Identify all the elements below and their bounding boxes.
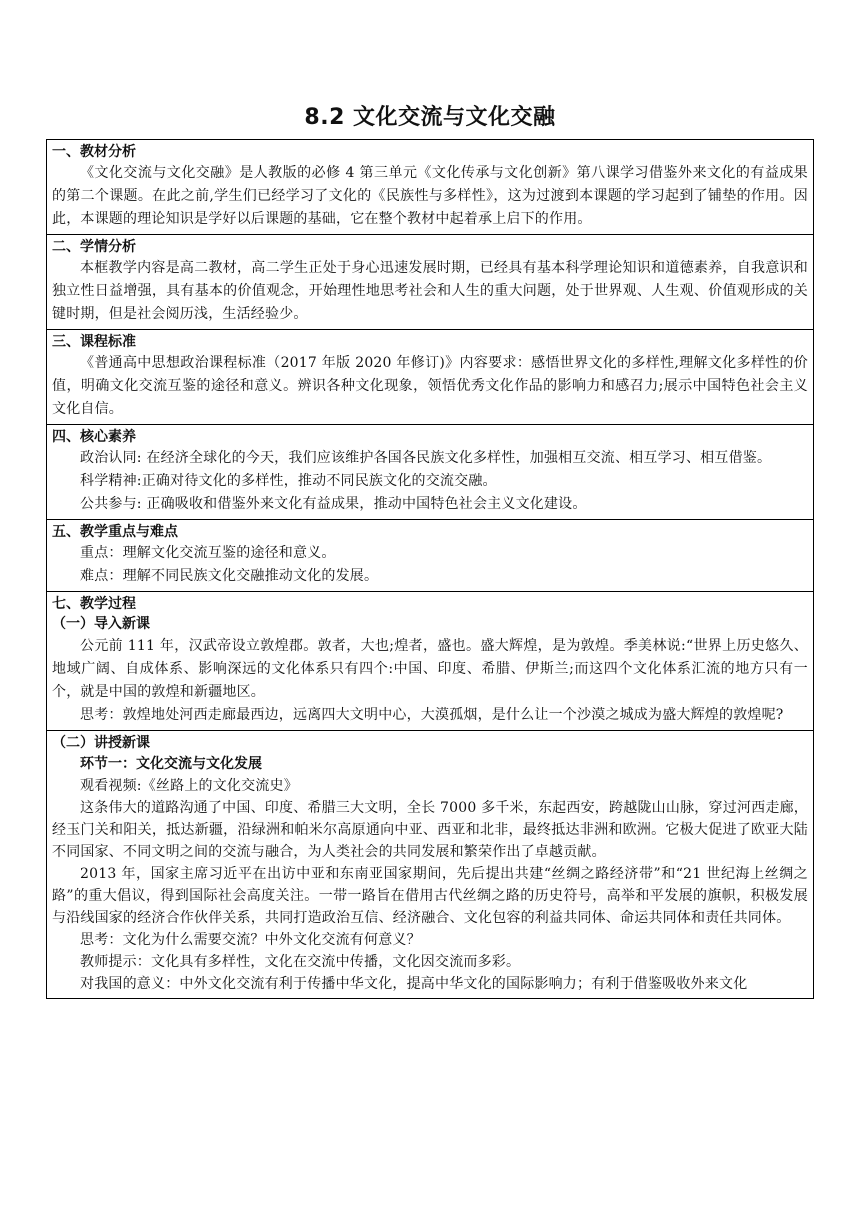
section-cell (47, 140, 814, 235)
section-student-analysis (47, 235, 814, 330)
document-title: 8.2 文化交流与文化交融 (304, 105, 556, 130)
section-heading: 一、教材分析 (52, 144, 136, 160)
paragraph: 本框教学内容是高二教材，高二学生正处于身心迅速发展时期，已经具有基本科学理论知识和道德素养，自我意识和独立性日益增强，具有基本的价值观念，开始理性地思考社会和人生的重大问题，处于世界观、人生观、价值观形成的关键时期，但是社会阅历浅，生活经验少。 (52, 260, 808, 322)
paragraph: 重点：理解文化交流互鉴的途径和意义。 (80, 545, 336, 561)
section-cell (47, 592, 814, 731)
subsection-heading: （一）导入新课 (52, 616, 150, 632)
section-cell (47, 330, 814, 425)
paragraph: 2013 年，国家主席习近平在出访中亚和东南亚国家期间，先后提出共建“丝绸之路经济带”和“21 世纪海上丝绸之路”的重大倡议，得到国际社会高度关注。一带一路旨在借用古代丝绸之路的历史符号，高举和平发展的旗帜，积极发展与沿线国家的经济合作伙伴关系，共同打造政治互信、经济融合、文化包容的利益共同体、命运共同体和责任共同体。 (52, 866, 808, 926)
link-heading: 环节一：文化交流与文化发展 (80, 756, 262, 772)
paragraph: 公元前 111 年，汉武帝设立敦煌郡。敦者，大也;煌者，盛也。盛大辉煌，是为敦煌。季美林说:“世界上历史悠久、地域广阔、自成体系、影响深远的文化体系只有四个:中国、印度、希腊、伊斯兰;而这四个文化体系汇流的地方只有一个，就是中国的敦煌和新疆地区。 (52, 638, 808, 700)
section-cell (47, 731, 814, 999)
section-heading: 四、核心素养 (52, 429, 136, 445)
section-heading: 五、教学重点与难点 (52, 524, 178, 540)
paragraph: 公共参与: 正确吸收和借鉴外来文化有益成果，推动中国特色社会主义文化建设。 (80, 496, 587, 512)
section-heading: 七、教学过程 (52, 596, 136, 612)
section-new-lesson (47, 731, 814, 999)
paragraph: 《普通高中思想政治课程标准（2017 年版 2020 年修订)》内容要求：感悟世界文化的多样性,理解文化多样性的价值，明确文化交流互鉴的途径和意义。辨识各种文化现象，领悟优秀文化作品的影响力和感召力;展示中国特色社会主义文化自信。 (52, 355, 808, 417)
paragraph: 科学精神:正确对待文化的多样性，推动不同民族文化的交流交融。 (80, 473, 497, 489)
paragraph: 难点：理解不同民族文化交融推动文化的发展。 (80, 568, 379, 584)
paragraph: 思考：敦煌地处河西走廊最西边，远离四大文明中心，大漠孤烟，是什么让一个沙漠之城成为盛大辉煌的敦煌呢? (80, 707, 784, 723)
section-cell (47, 235, 814, 330)
paragraph: 观看视频:《丝路上的文化交流史》 (80, 778, 298, 794)
section-heading: 二、学情分析 (52, 239, 136, 255)
paragraph: 教师提示：文化具有多样性，文化在交流中传播，文化因交流而多彩。 (80, 954, 521, 970)
paragraph: 对我国的意义：中外文化交流有利于传播中华文化，提高中华文化的国际影响力；有利于借鉴吸收外来文化 (80, 976, 748, 992)
section-teaching-material (47, 140, 814, 235)
paragraph: 政治认同: 在经济全球化的今天，我们应该维护各国各民族文化多样性，加强相互交流、相互学习、相互借鉴。 (80, 450, 772, 466)
paragraph: 这条伟大的道路沟通了中国、印度、希腊三大文明，全长 7000 多千米，东起西安，跨越陇山山脉，穿过河西走廊，经玉门关和阳关，抵达新疆，沿绿洲和帕米尔高原通向中亚、西亚和北非，最终抵达非洲和欧洲。它极大促进了欧亚大陆不同国家、不同文明之间的交流与融合，为人类社会的共同发展和繁荣作出了卓越贡献。 (52, 800, 808, 860)
section-cell (47, 425, 814, 520)
paragraph: 思考：文化为什么需要交流？中外文化交流有何意义？ (80, 932, 421, 948)
paragraph: 《文化交流与文化交融》是人教版的必修 4 第三单元《文化传承与文化创新》第八课学习借鉴外来文化的有益成果的第二个课题。在此之前,学生们已经学习了文化的《民族性与多样性》，这为过渡到本课题的学习起到了铺垫的作用。因此，本课题的理论知识是学好以后课题的基础，它在整个教材中起着承上启下的作用。 (52, 165, 808, 227)
section-heading: 三、课程标准 (52, 334, 136, 350)
subsection-heading: （二）讲授新课 (52, 735, 150, 751)
section-curriculum-standard (47, 330, 814, 425)
section-cell (47, 520, 814, 592)
lesson-plan-table (46, 139, 814, 999)
section-teaching-process (47, 592, 814, 731)
section-key-points (47, 520, 814, 592)
section-core-literacy (47, 425, 814, 520)
